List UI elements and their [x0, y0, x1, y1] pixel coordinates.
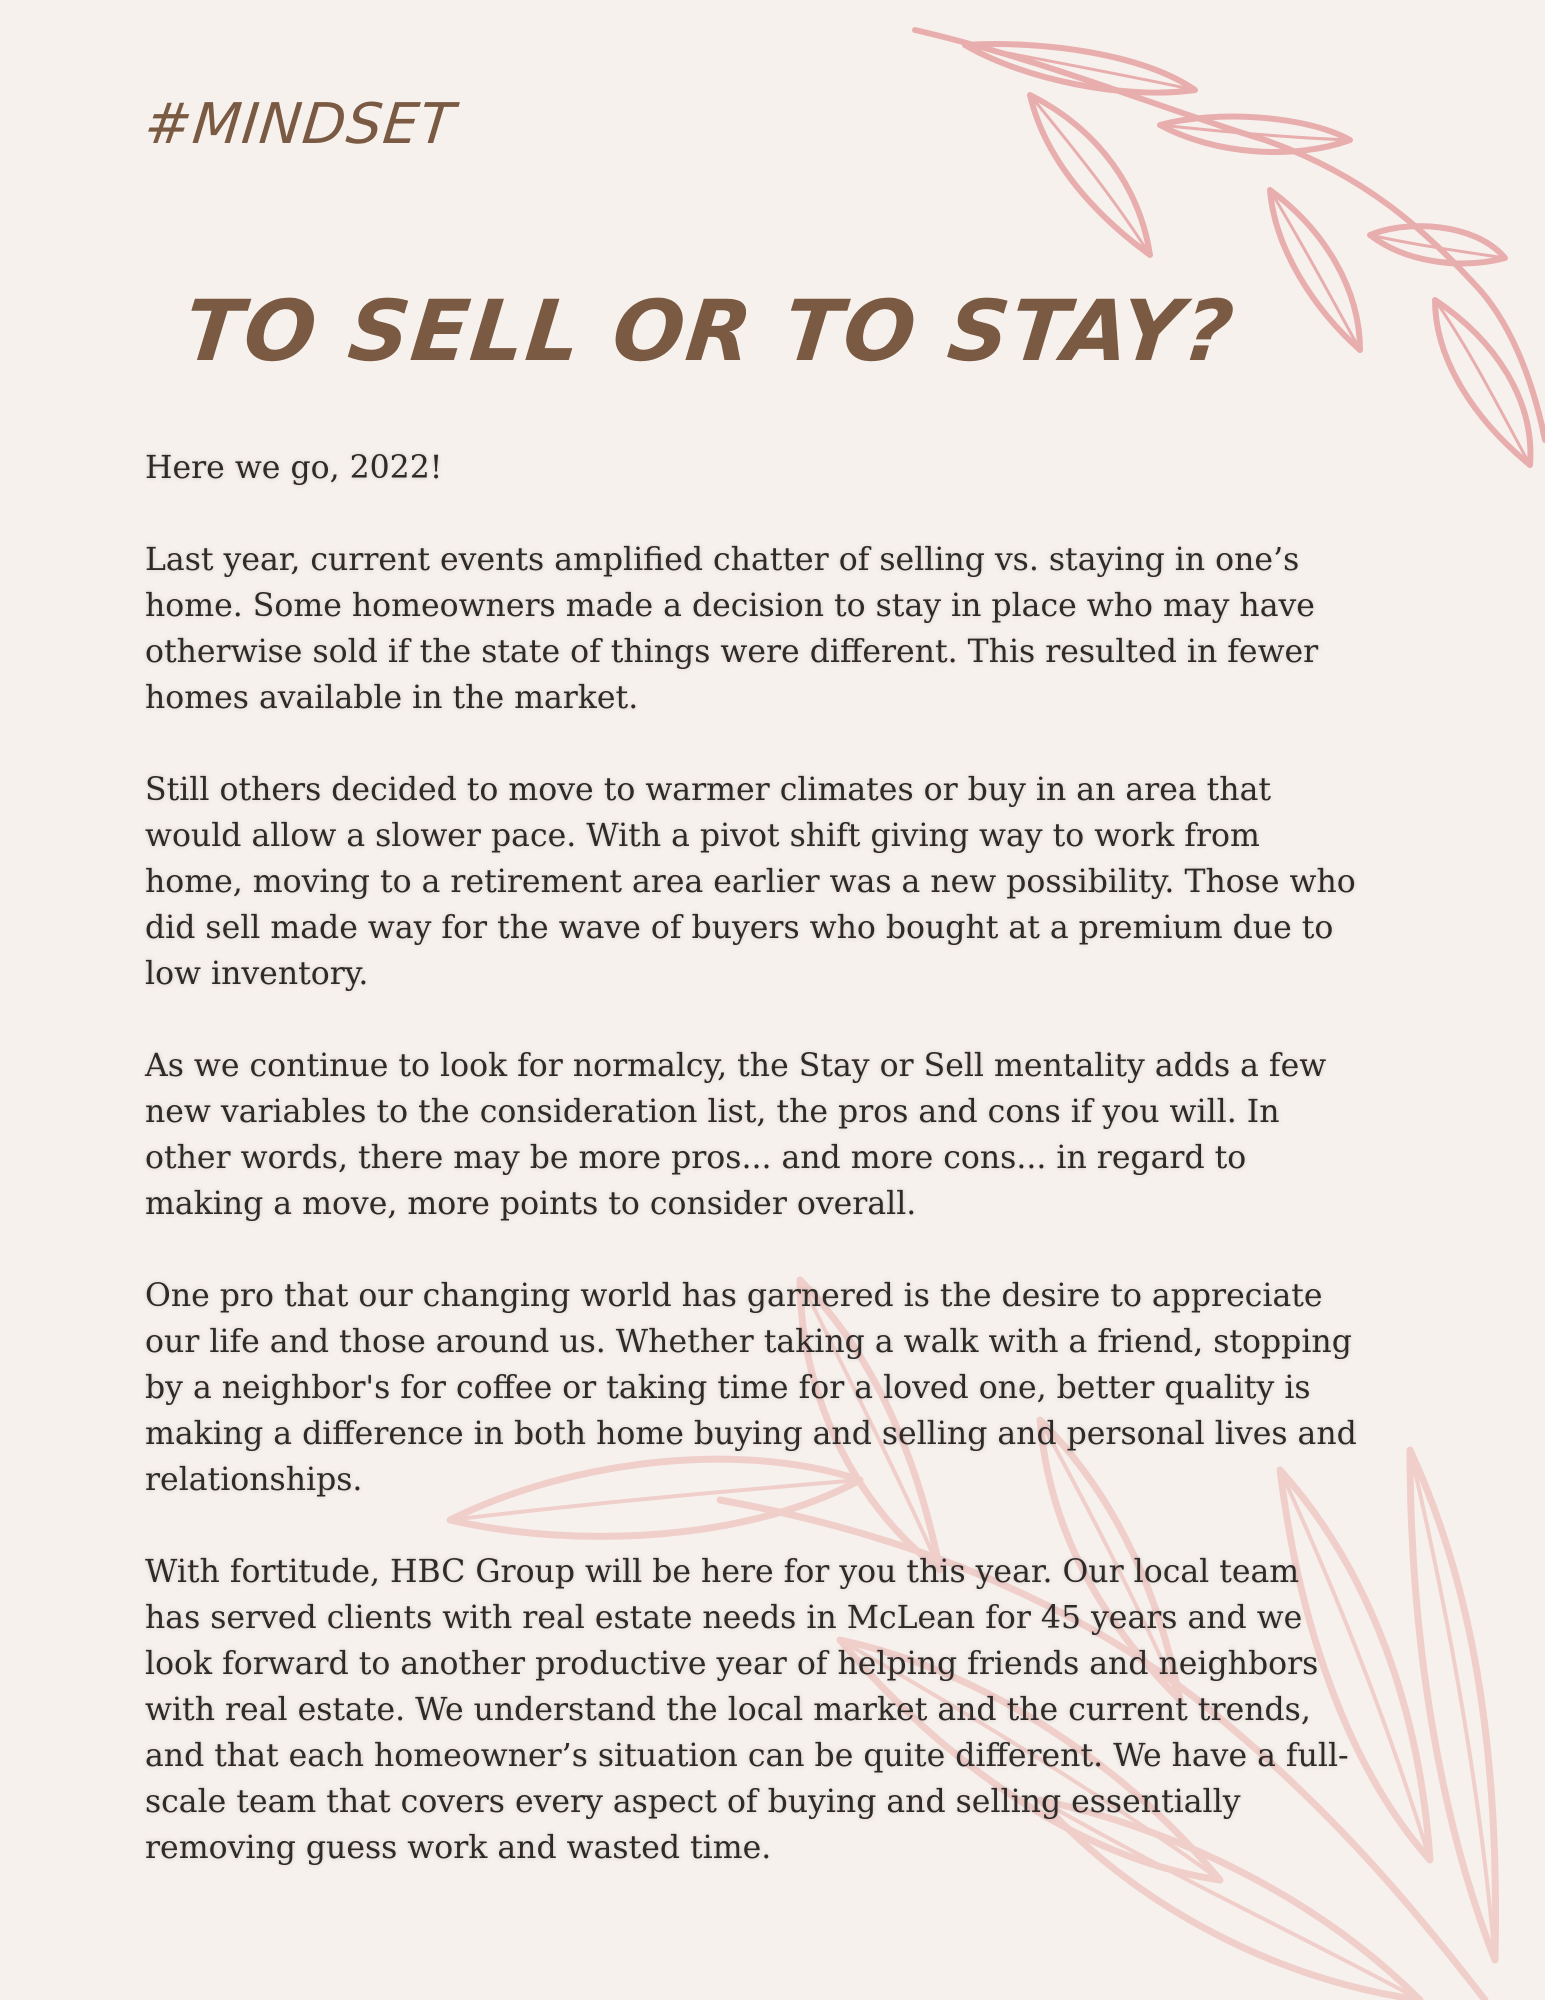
paragraph-greeting: Here we go, 2022! [145, 450, 443, 486]
paragraph-one-pro: One pro that our changing world has garnered is the desire to appreciate our life and those around us. Whether taking a walk with a friend, stopping by a neighbor's for coffee or taking time for a loved one, better quality is making a difference in both home buying and selling and personal lives and relationships. [145, 1278, 1357, 1498]
article-body [145, 445, 1360, 1917]
section-tag: #MINDSET [141, 92, 459, 157]
leaf-branch-top-decoration [905, 0, 1545, 520]
page-title: TO SELL OR TO STAY? [180, 282, 1240, 380]
paragraph-fortitude: With fortitude, HBC Group will be here for you this year. Our local team has served clients with real estate needs in McLean for 45 years and we look forward to another productive year of helping friends and neighbors with real estate. We understand the local market and the current trends, and that each homeowner’s situation can be quite different. We have a full-scale team that covers every aspect of buying and selling essentially removing guess work and wasted time. [145, 1554, 1349, 1866]
paragraph-still-others: Still others decided to move to warmer climates or buy in an area that would allow a slower pace. With a pivot shift giving way to work from home, moving to a retirement area earlier was a new possibility. Those who did sell made way for the wave of buyers who bought at a premium due to low inventory. [145, 772, 1356, 992]
paragraph-last-year: Last year, current events amplified chatter of selling vs. staying in one’s home. Some homeowners made a decision to stay in place who may have otherwise sold if the state of things were different. This resulted in fewer homes available in the market. [145, 542, 1319, 716]
paragraph-normalcy: As we continue to look for normalcy, the Stay or Sell mentality adds a few new variables to the consideration list, the pros and cons if you will. In other words, there may be more pros... and more cons... in regard to making a move, more points to consider overall. [145, 1048, 1327, 1222]
